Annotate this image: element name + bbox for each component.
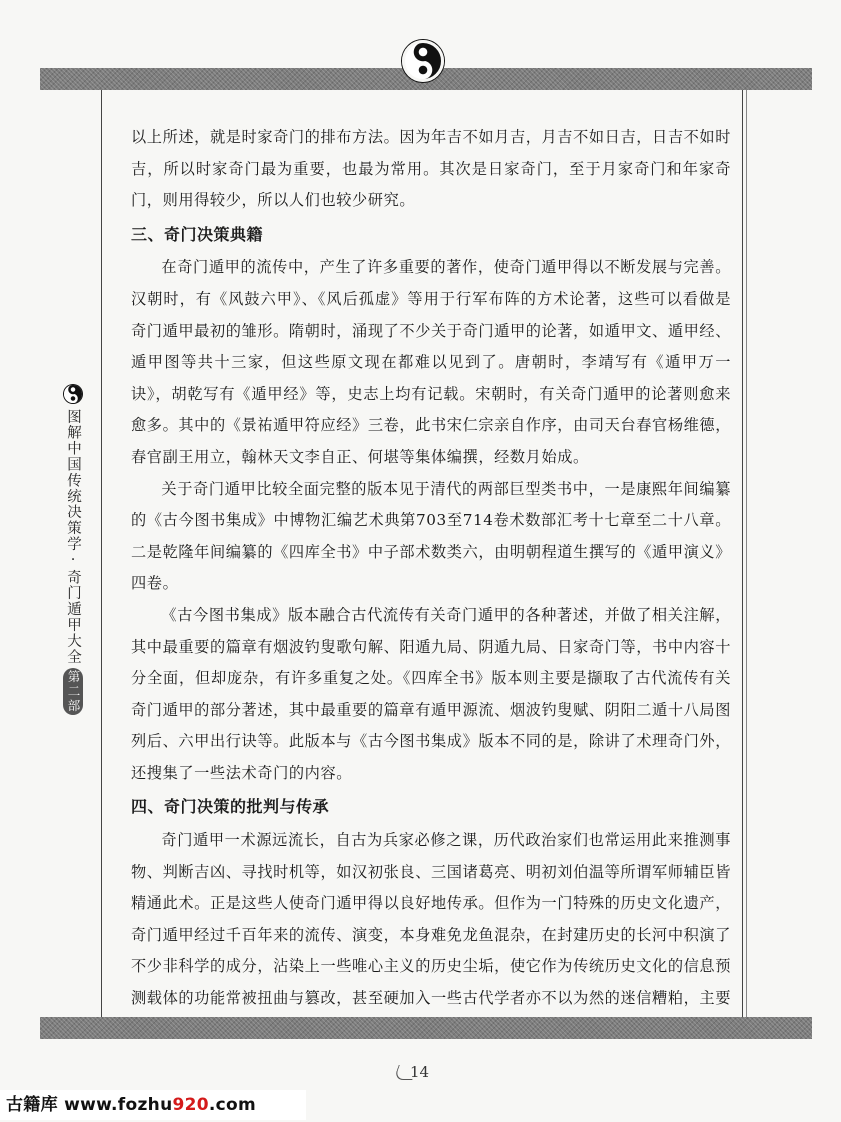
watermark-name: 古籍库 bbox=[6, 1095, 58, 1115]
page-number bbox=[396, 1063, 446, 1085]
section-heading: 四、奇门决策的批判与传承 bbox=[131, 797, 330, 817]
footer-band bbox=[40, 1017, 812, 1039]
yin-yang-icon bbox=[64, 385, 82, 403]
watermark-suffix: .com bbox=[208, 1095, 257, 1115]
paragraph: 奇门遁甲一术源远流长，自古为兵家必修之课，历代政治家们也常运用此来推测事物、判断吉凶、寻找时机等，如汉初张良、三国诸葛亮、明初刘伯温等所谓军师辅臣皆精通此术。正是这些人使奇门遁甲得以良好地传承。但作为一门特殊的历史文化遗产，奇门遁甲经过千百年来的流传、演变，本身难免龙鱼混杂，在封建历史的长河中积演了不少非科学的成分，沾染上一些唯心主义的历史尘垢，使它作为传统历史文化的信息预测载体的功能常被扭曲与篡改，甚至硬加入一些古代学者亦不以为然的迷信糟粕，主要 bbox=[131, 831, 731, 1008]
paragraph: 以上所述，就是时家奇门的排布方法。因为年吉不如月吉，月吉不如日吉，日吉不如时吉，所以时家奇门最为重要，也最为常用。其次是日家奇门，至于月家奇门和年家奇门，则用得较少，所以人们也较少研究。 bbox=[131, 128, 731, 210]
page-number-value: 14 bbox=[410, 1063, 430, 1081]
watermark-number: 920 bbox=[172, 1095, 209, 1115]
paragraph: 在奇门遁甲的流传中，产生了许多重要的著作，使奇门遁甲得以不断发展与完善。汉朝时，有《风鼓六甲》、《风后孤虚》等用于行军布阵的方术论著，这些可以看做是奇门遁甲最初的雏形。隋朝时，涌现了不少关于奇门遁甲的论著，如遁甲文、遁甲经、遁甲图等共十三家，但这些原文现在都难以见到了。唐朝时，李靖写有《遁甲万一诀》，胡乾写有《遁甲经》等，史志上均有记载。宋朝时，有关奇门遁甲的论著则愈来愈多。其中的《景祐遁甲符应经》三卷，此书宋仁宗亲自作序，由司天台春官杨维德，春官副王用立，翰林天文李自正、何堪等集体编撰，经数月始成。 bbox=[131, 258, 731, 466]
book-title: 图解中国传统决策学·奇门遁甲大全 bbox=[65, 409, 81, 665]
side-running-title bbox=[58, 385, 88, 715]
site-watermark bbox=[0, 1090, 306, 1120]
watermark-prefix: www.fozhu bbox=[64, 1095, 173, 1115]
page-body bbox=[131, 122, 731, 1046]
paragraph: 关于奇门遁甲比较全面完整的版本见于清代的两部巨型类书中，一是康熙年间编纂的《古今图书集成》中博物汇编艺术典第703至714卷术数部汇考十七章至二十八章。二是乾隆年间编纂的《四库全书》中子部术数类六，由明朝程道生撰写的《遁甲演义》四卷。 bbox=[131, 479, 731, 593]
paragraph: 《古今图书集成》版本融合古代流传有关奇门遁甲的各种著述，并做了相关注解，其中最重要的篇章有烟波钓叟歌句解、阳遁九局、阴遁九局、日家奇门等，书中内容十分全面，但却庞杂，有许多重复之处。《四库全书》版本则主要是撷取了古代流传有关奇门遁甲的部分著述，其中最重要的篇章有遁甲源流、烟波钓叟赋、阴阳二遁十八局图列后、六甲出行诀等。此版本与《古今图书集成》版本不同的是，除讲了术理奇门外，还搜集了一些法术奇门的内容。 bbox=[131, 605, 731, 782]
volume-badge: 第二部 bbox=[63, 668, 83, 716]
yin-yang-icon bbox=[402, 40, 444, 82]
section-heading: 三、奇门决策典籍 bbox=[131, 224, 264, 244]
